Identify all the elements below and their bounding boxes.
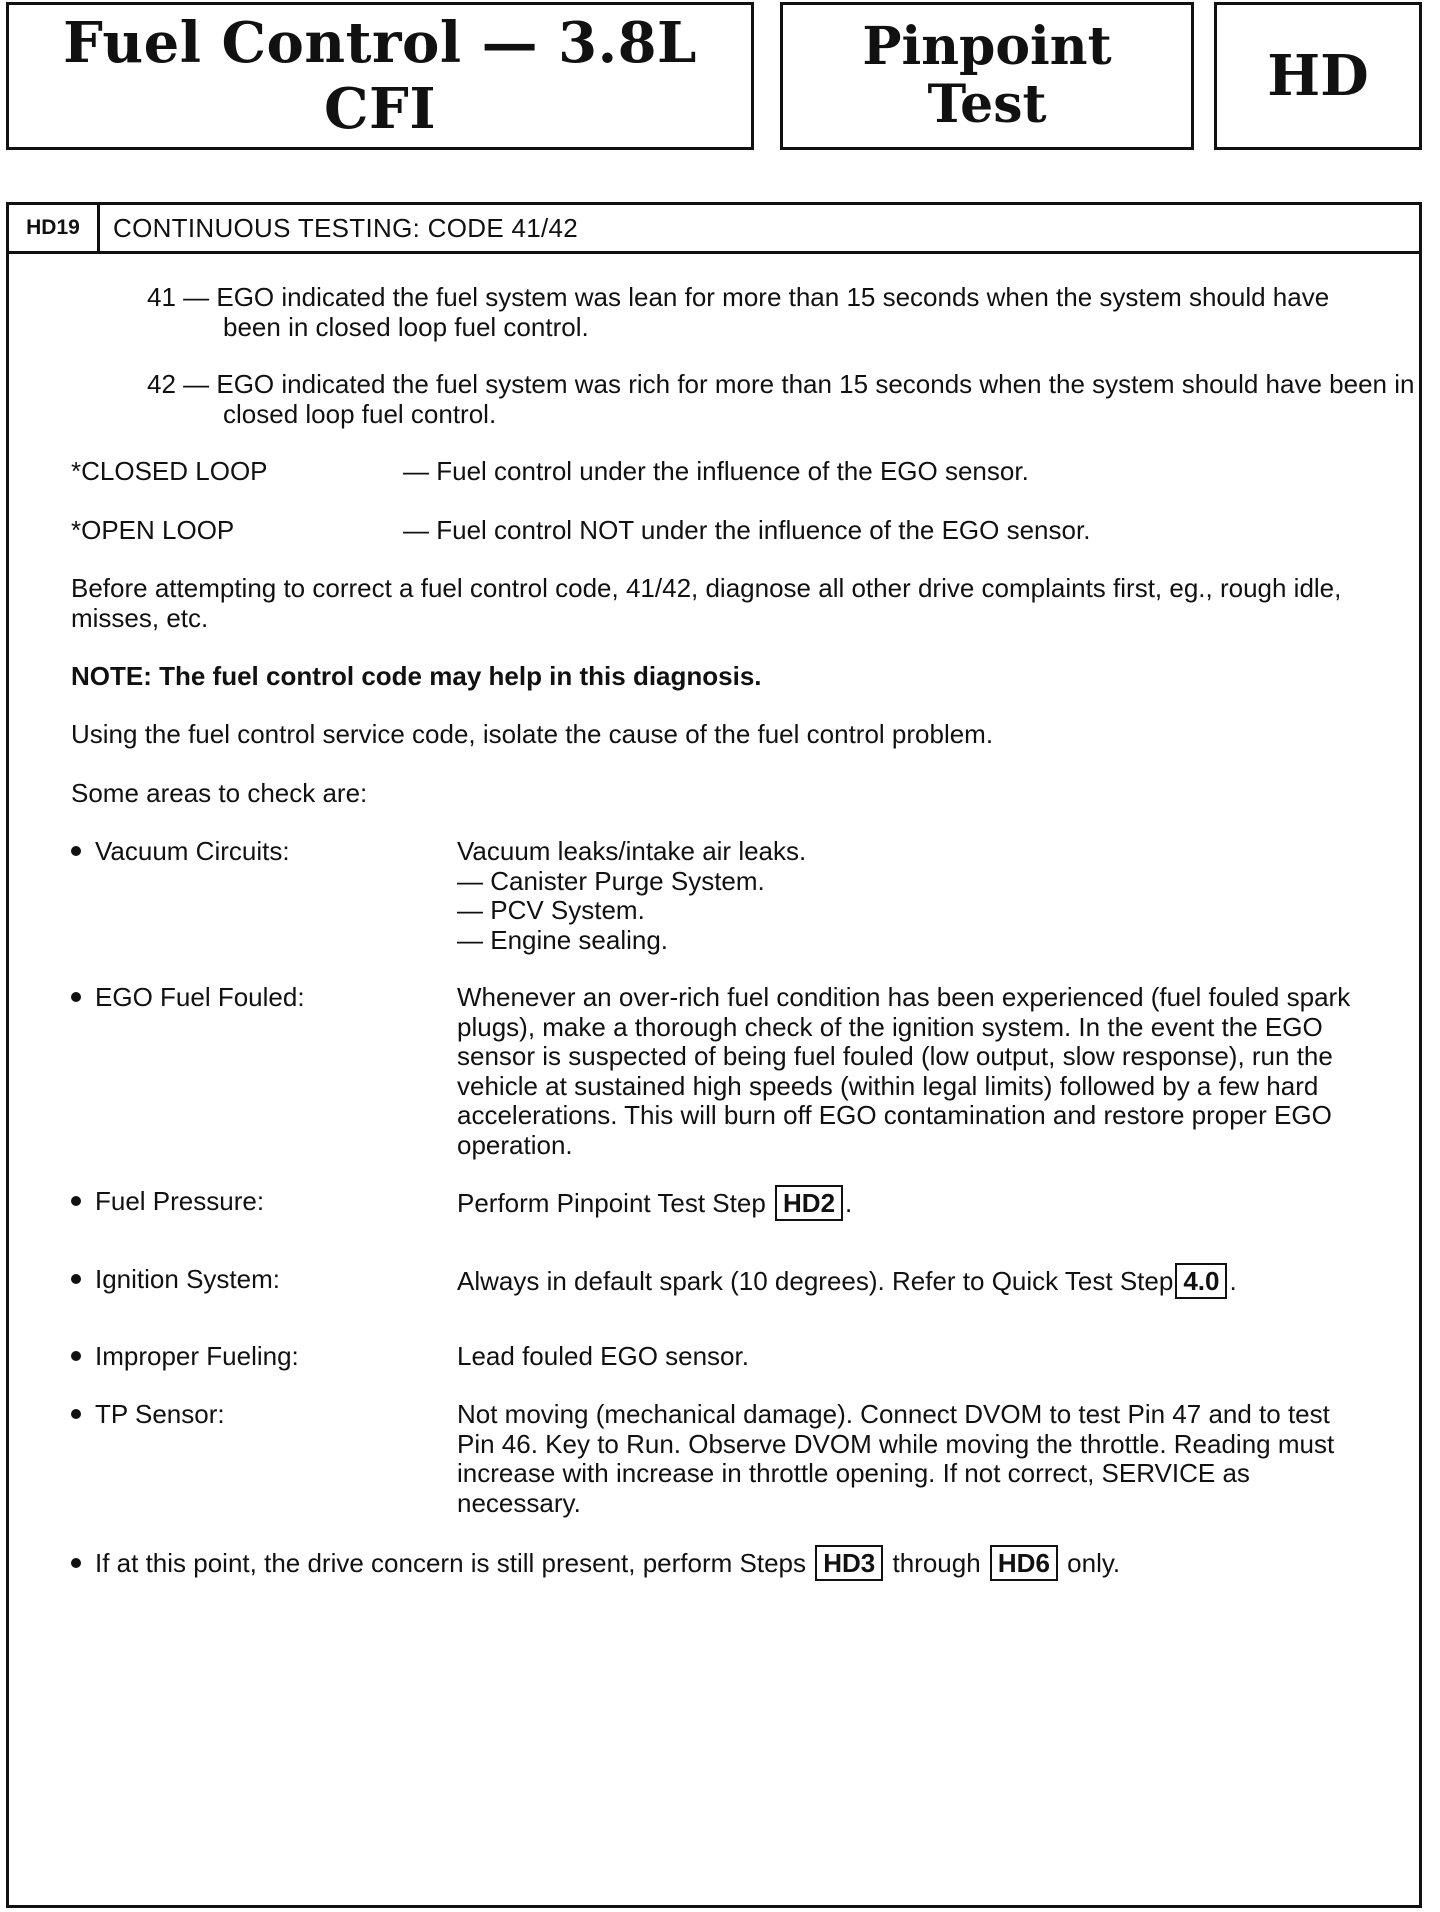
closed-loop-term: *CLOSED LOOP [71, 456, 268, 486]
vacuum-line: — Engine sealing. [457, 924, 669, 955]
vacuum-line: — Canister Purge System. [457, 865, 765, 896]
bullet-icon [71, 1351, 81, 1361]
check-label-fuel-pressure: Fuel Pressure: [71, 1187, 264, 1217]
check-label-ignition: Ignition System: [71, 1265, 280, 1295]
bullet-icon [71, 1196, 81, 1206]
using-paragraph: Using the fuel control service code, isolate the cause of the fuel control problem. [71, 719, 994, 749]
bullet-icon [71, 1409, 81, 1419]
step-title: CONTINUOUS TESTING: CODE 41/42 [113, 213, 579, 243]
bullet-icon [71, 1558, 81, 1568]
pinpoint-label-line1: Pinpoint [862, 16, 1112, 77]
check-label-tp-sensor: TP Sensor: [71, 1400, 225, 1430]
step-ref-hd6[interactable]: HD6 [990, 1545, 1058, 1581]
code-42-text: 42 — EGO indicated the fuel system was rich for more than 15 seconds when the system should have been in closed loop fuel control. [147, 369, 1415, 429]
vacuum-line: — PCV System. [457, 895, 645, 925]
check-text-ego: Whenever an over-rich fuel condition has been experienced (fuel fouled spark plugs), make a thorough check of the ignition system. In the event the EGO sensor is suspected of being fuel fouled (low output, slow response), run the vehicle at sustained high speeds (within legal limits) followed by a few hard accelerations. This will burn off EGO contamination and restore proper EGO operation. [457, 982, 1351, 1160]
final-instruction: If at this point, the drive concern is still present, perform Steps HD3 through HD6 only. [71, 1545, 1120, 1581]
closed-loop-desc: — Fuel control under the influence of the EGO sensor. [403, 456, 1029, 486]
vacuum-line: Vacuum leaks/intake air leaks. [457, 836, 807, 866]
check-text-vacuum [457, 837, 806, 955]
step-ref-hd2[interactable]: HD2 [775, 1185, 843, 1221]
document-title-text: Fuel Control — 3.8L CFI [63, 10, 697, 142]
document-title [6, 2, 754, 150]
check-text-fueling: Lead fouled EGO sensor. [457, 1341, 749, 1371]
check-text-ignition: Always in default spark (10 degrees). Refer to Quick Test Step 4.0 . [457, 1263, 1237, 1299]
check-label-fueling: Improper Fueling: [71, 1342, 299, 1372]
check-label-ego: EGO Fuel Fouled: [71, 983, 305, 1013]
test-step-panel [6, 202, 1422, 1908]
pinpoint-test-box [780, 2, 1194, 150]
open-loop-desc: — Fuel control NOT under the influence of the EGO sensor. [403, 515, 1091, 545]
open-loop-term: *OPEN LOOP [71, 515, 235, 545]
step-id: HD19 [9, 205, 100, 251]
pinpoint-label-line2: Test [927, 74, 1047, 135]
note-paragraph: NOTE: The fuel control code may help in this diagnosis. [71, 661, 762, 691]
check-text-fuel-pressure: Perform Pinpoint Test Step HD2 . [457, 1185, 852, 1221]
check-text-tp-sensor: Not moving (mechanical damage). Connect DVOM to test Pin 47 and to test Pin 46. Key to Run. Observe DVOM while moving the throttle. Reading must increase with increase in throttle opening. If not correct, SERVICE as necessary. [457, 1399, 1335, 1518]
bullet-icon [71, 992, 81, 1002]
step-header [9, 205, 1419, 254]
bullet-icon [71, 846, 81, 856]
section-code-box [1214, 2, 1422, 150]
bullet-icon [71, 1274, 81, 1284]
code-41-text: 41 — EGO indicated the fuel system was lean for more than 15 seconds when the system should have been in closed loop fuel control. [147, 282, 1330, 342]
section-code: HD [1267, 43, 1369, 109]
step-ref-4-0[interactable]: 4.0 [1175, 1263, 1227, 1299]
areas-paragraph: Some areas to check are: [71, 778, 368, 808]
check-label-vacuum: Vacuum Circuits: [71, 837, 290, 867]
step-ref-hd3[interactable]: HD3 [815, 1545, 883, 1581]
before-paragraph: Before attempting to correct a fuel control code, 41/42, diagnose all other drive complaints first, eg., rough idle, misses, etc. [71, 573, 1342, 633]
